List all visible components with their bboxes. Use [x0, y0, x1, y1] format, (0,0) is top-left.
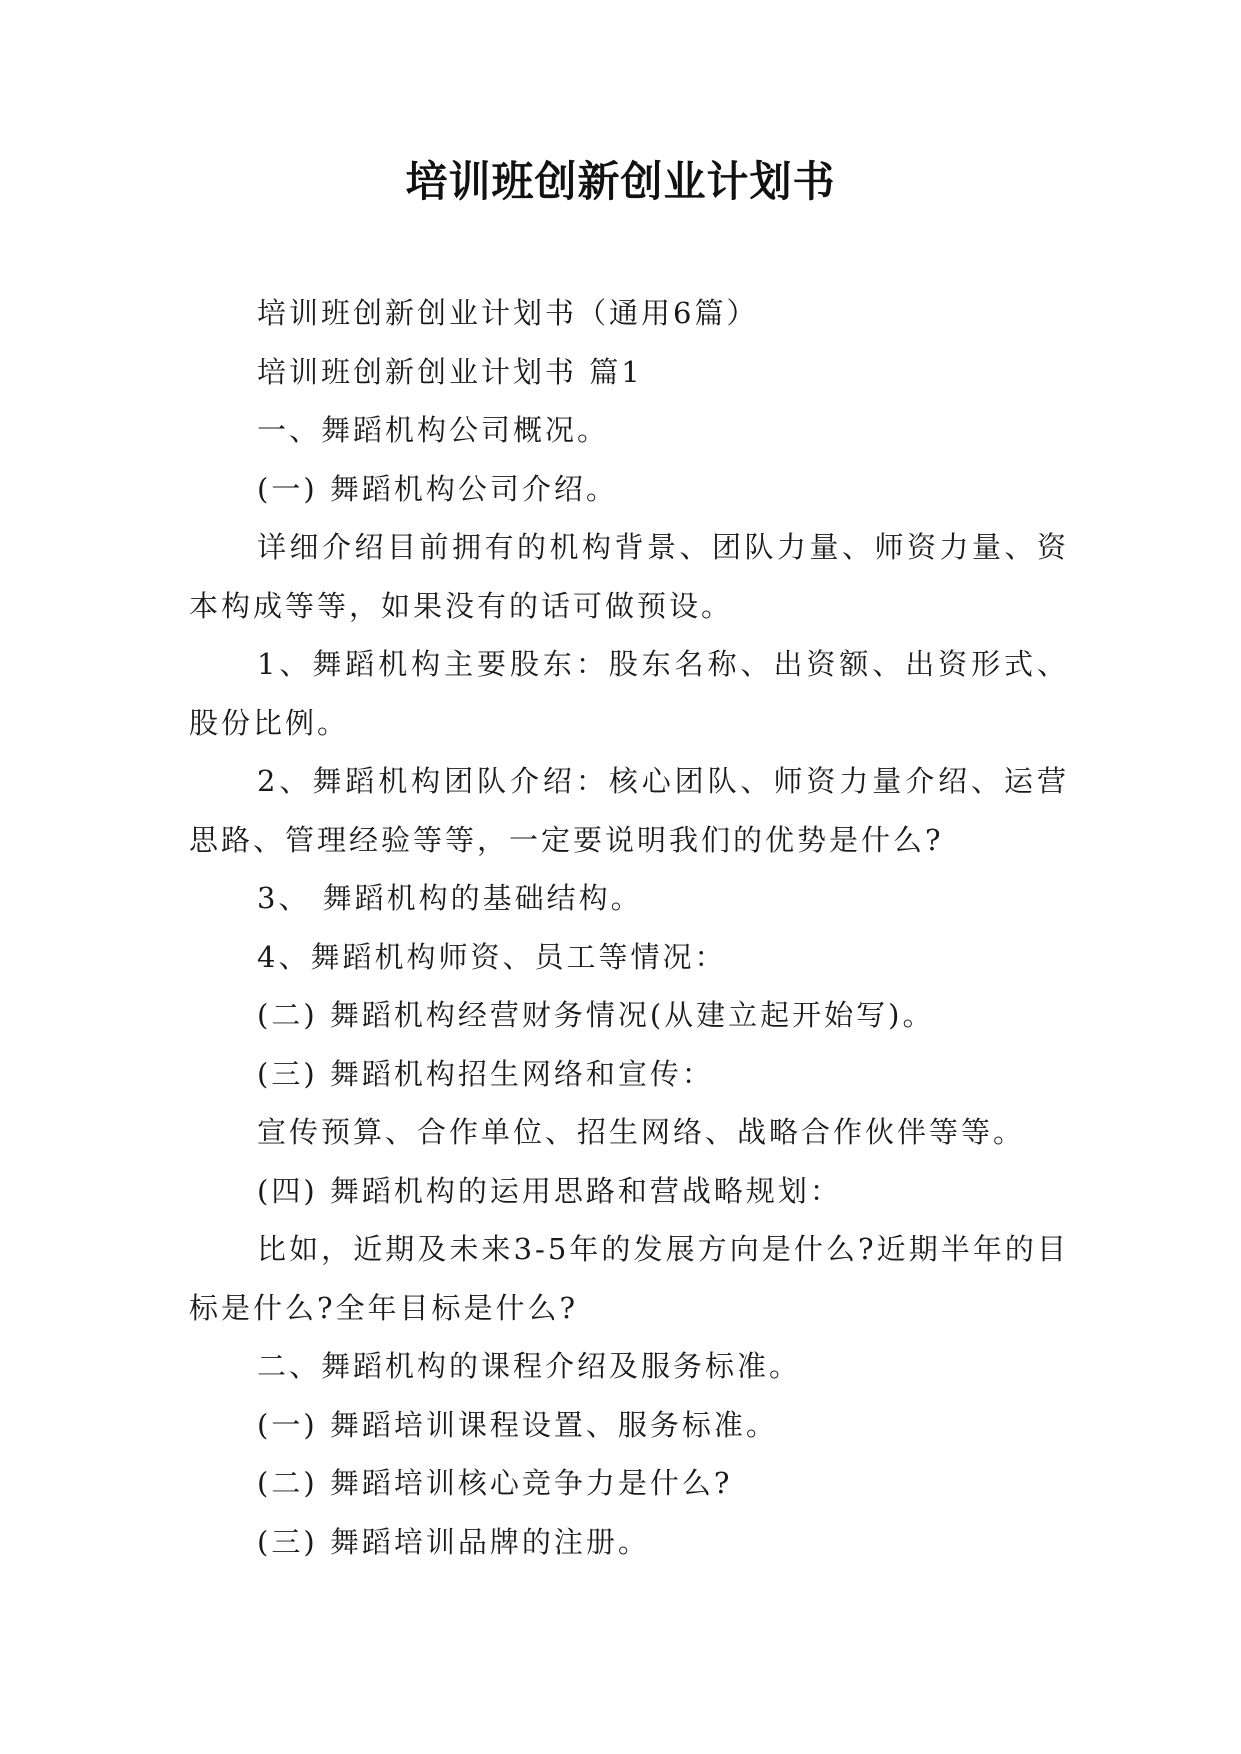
paragraph-subsection-1-2: (二) 舞蹈机构经营财务情况(从建立起开始写)。 [257, 998, 935, 1032]
paragraph-list-item-2: 2、舞蹈机构团队介绍：核心团队、师资力量介绍、运营思路、管理经验等等，一定要说明我们的优势是什么? [189, 764, 1069, 857]
paragraph-chapter-heading: 培训班创新创业计划书 篇1 [257, 354, 643, 389]
paragraph-section-1: 一、舞蹈机构公司概况。 [257, 413, 610, 447]
paragraph-subsection-2-1: (一) 舞蹈培训课程设置、服务标准。 [257, 1407, 778, 1442]
paragraph-list-item-4: 4、舞蹈机构师资、员工等情况： [257, 939, 727, 974]
paragraph-subsection-1-3: (三) 舞蹈机构招生网络和宣传： [257, 1056, 714, 1091]
paragraph-subsection-1-4: (四) 舞蹈机构的运用思路和营战略规划： [257, 1173, 842, 1208]
document-body [189, 284, 1069, 1571]
paragraph-list-item-1: 1、舞蹈机构主要股东：股东名称、出资额、出资形式、股份比例。 [189, 647, 1069, 740]
paragraph-subsection-1-1: (一) 舞蹈机构公司介绍。 [257, 471, 618, 506]
document-title: 培训班创新创业计划书 [405, 157, 836, 206]
paragraph-section-2: 二、舞蹈机构的课程介绍及服务标准。 [257, 1349, 802, 1383]
paragraph-subsection-2-2: (二) 舞蹈培训核心竞争力是什么? [257, 1466, 733, 1500]
paragraph-list-item-3: 3、 舞蹈机构的基础结构。 [257, 881, 643, 915]
paragraph-subtitle: 培训班创新创业计划书（通用6篇） [257, 296, 759, 330]
paragraph-body: 比如，近期及未来3-5年的发展方向是什么?近期半年的目标是什么?全年目标是什么? [189, 1232, 1069, 1325]
paragraph-subsection-2-3: (三) 舞蹈培训品牌的注册。 [257, 1524, 650, 1559]
paragraph-body: 详细介绍目前拥有的机构背景、团队力量、师资力量、资本构成等等，如果没有的话可做预设。 [189, 530, 1069, 623]
paragraph-body: 宣传预算、合作单位、招生网络、战略合作伙伴等等。 [257, 1115, 1026, 1149]
